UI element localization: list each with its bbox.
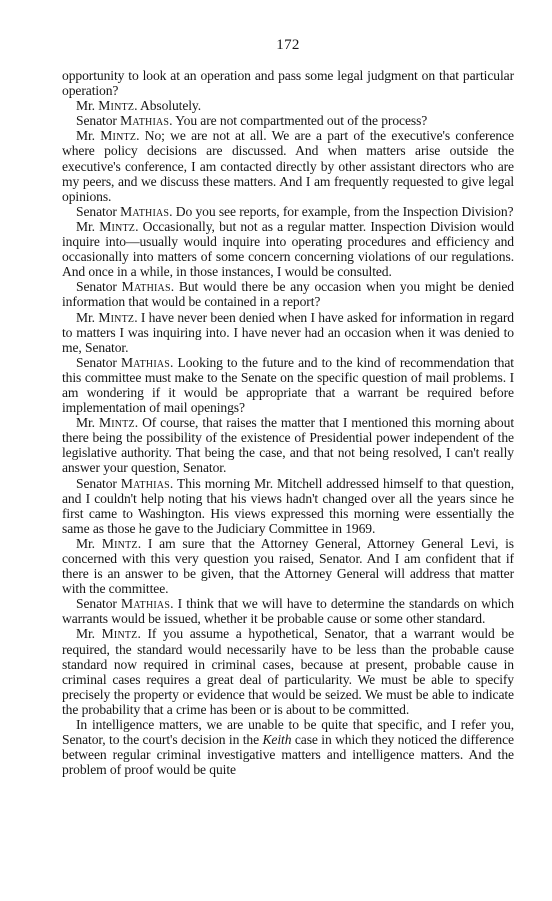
document-page	[62, 36, 514, 777]
paragraph-text: . Occasionally, but not as a regular matter. Inspection Division would inquire into—usually would inquire into operating procedures and efficiency and occasionally into matters of some concern concerning violations of our regulations. And once in a while, in those instances, I would be consulted.	[62, 218, 514, 280]
paragraph-mathias	[62, 596, 514, 626]
speaker-prefix: Senator	[76, 596, 122, 612]
paragraph-text: In intelligence matters, we are unable to be quite that specific, and I refer you, Senator, to the court's decision in the	[62, 717, 514, 748]
paragraph-mintz	[62, 310, 514, 355]
paragraph-text: . Do you see reports, for example, from the Inspection Division?	[169, 203, 514, 219]
speaker-name: Mathias	[120, 203, 170, 219]
paragraph-text: . No; we are not at all. We are a part of the executive's conference where policy decisions are discussed. And when matters arise outside the executive's conference, I am contacted directly by other assistant directors who are my peers, and we discuss these matters. And I am frequently requested to give legal opinions.	[62, 128, 514, 204]
speaker-name: Mathias	[120, 113, 170, 129]
speaker-name: Mintz	[98, 309, 135, 325]
paragraph-text: . You are not compartmented out of the process?	[169, 113, 428, 129]
case-name-italic: Keith	[262, 732, 292, 748]
speaker-name: Mintz	[98, 415, 135, 431]
paragraph-mintz	[62, 128, 514, 203]
paragraph-text: . Of course, that raises the matter that I mentioned this morning about there being the possibility of the existence of Presidential power independent of the legislative authority. That being the case, and that not being resolved, I can't really answer your question, Senator.	[62, 415, 514, 476]
speaker-prefix: Mr.	[76, 415, 99, 431]
speaker-prefix: Senator	[76, 475, 121, 491]
paragraph-text: . Looking to the future and to the kind of recommendation that this committee must make to the Senate on the specific question of mail problems. I am wondering if it would be appropriate that a warrant be required before implementation of mail openings?	[62, 354, 514, 416]
paragraph-mathias	[62, 113, 514, 128]
speaker-prefix: Senator	[76, 203, 121, 219]
paragraph-text: . I think that we will have to determine the standards on which warrants would be issued, whether it be probable cause or some other standard.	[62, 596, 514, 627]
speaker-prefix: Mr.	[76, 535, 102, 551]
speaker-prefix: Mr.	[76, 128, 101, 144]
page-number: 172	[276, 37, 300, 53]
speaker-name: Mathias	[121, 596, 171, 612]
speaker-prefix: Senator	[76, 354, 121, 370]
speaker-prefix: Mr.	[76, 309, 99, 325]
paragraph-text: opportunity to look at an operation and pass some legal judgment on that particular operation?	[62, 68, 514, 99]
speaker-prefix: Mr.	[76, 98, 99, 114]
paragraph-mathias	[62, 279, 514, 309]
speaker-name: Mintz	[101, 535, 138, 551]
paragraph-mintz-continued	[62, 717, 514, 777]
paragraph-mathias	[62, 476, 514, 536]
paragraph-continuation	[62, 68, 514, 98]
paragraph-text: . I am sure that the Attorney General, Attorney General Levi, is concerned with this very question you raised, Senator. And I am confident that if there is an answer to be given, that the Attorney General will address that matter with the committee.	[62, 535, 514, 597]
speaker-name: Mintz	[98, 98, 135, 114]
speaker-name: Mathias	[121, 354, 171, 370]
paragraph-mintz	[62, 415, 514, 475]
speaker-name: Mathias	[120, 475, 170, 491]
paragraph-text: . If you assume a hypothetical, Senator, that a warrant would be required, the standard would necessarily have to be less than the probable cause standard now required in criminal cases, because at present, probable cause in criminal cases requires a great deal of particularity. We must be able to specify precisely the property or evidence that would be seized. We must be able to indicate the probability that a crime has been or is about to be committed.	[62, 626, 514, 717]
speaker-prefix: Senator	[76, 279, 122, 295]
paragraph-mintz	[62, 219, 514, 279]
paragraph-text: . This morning Mr. Mitchell addressed himself to that question, and I couldn't help noting that his views hadn't changed over all the years since he first came to Washington. His views expressed this morning were essentially the same as those he gave to the Judiciary Committee in 1969.	[62, 475, 514, 536]
speaker-prefix: Senator	[76, 113, 121, 129]
speaker-name: Mintz	[100, 128, 137, 144]
paragraph-mathias	[62, 204, 514, 219]
paragraph-mintz	[62, 536, 514, 596]
speaker-prefix: Mr.	[76, 626, 102, 642]
paragraph-text: . I have never been denied when I have asked for information in regard to matters I was inquiring into. I have never had an occasion when it was denied to me, Senator.	[62, 309, 514, 355]
paragraph-mintz	[62, 626, 514, 717]
paragraph-mathias	[62, 355, 514, 415]
speaker-name: Mathias	[121, 279, 171, 295]
paragraph-text: case in which they noticed the difference between regular criminal investigative matters and intelligence matters. And the problem of proof would be quite	[62, 732, 514, 778]
speaker-name: Mintz	[99, 218, 136, 234]
paragraph-mintz	[62, 98, 514, 113]
paragraph-text: . But would there be any occasion when you might be denied information that would be contained in a report?	[62, 279, 515, 310]
speaker-prefix: Mr.	[76, 218, 100, 234]
paragraph-text: . Absolutely.	[134, 98, 202, 114]
speaker-name: Mintz	[101, 626, 138, 642]
